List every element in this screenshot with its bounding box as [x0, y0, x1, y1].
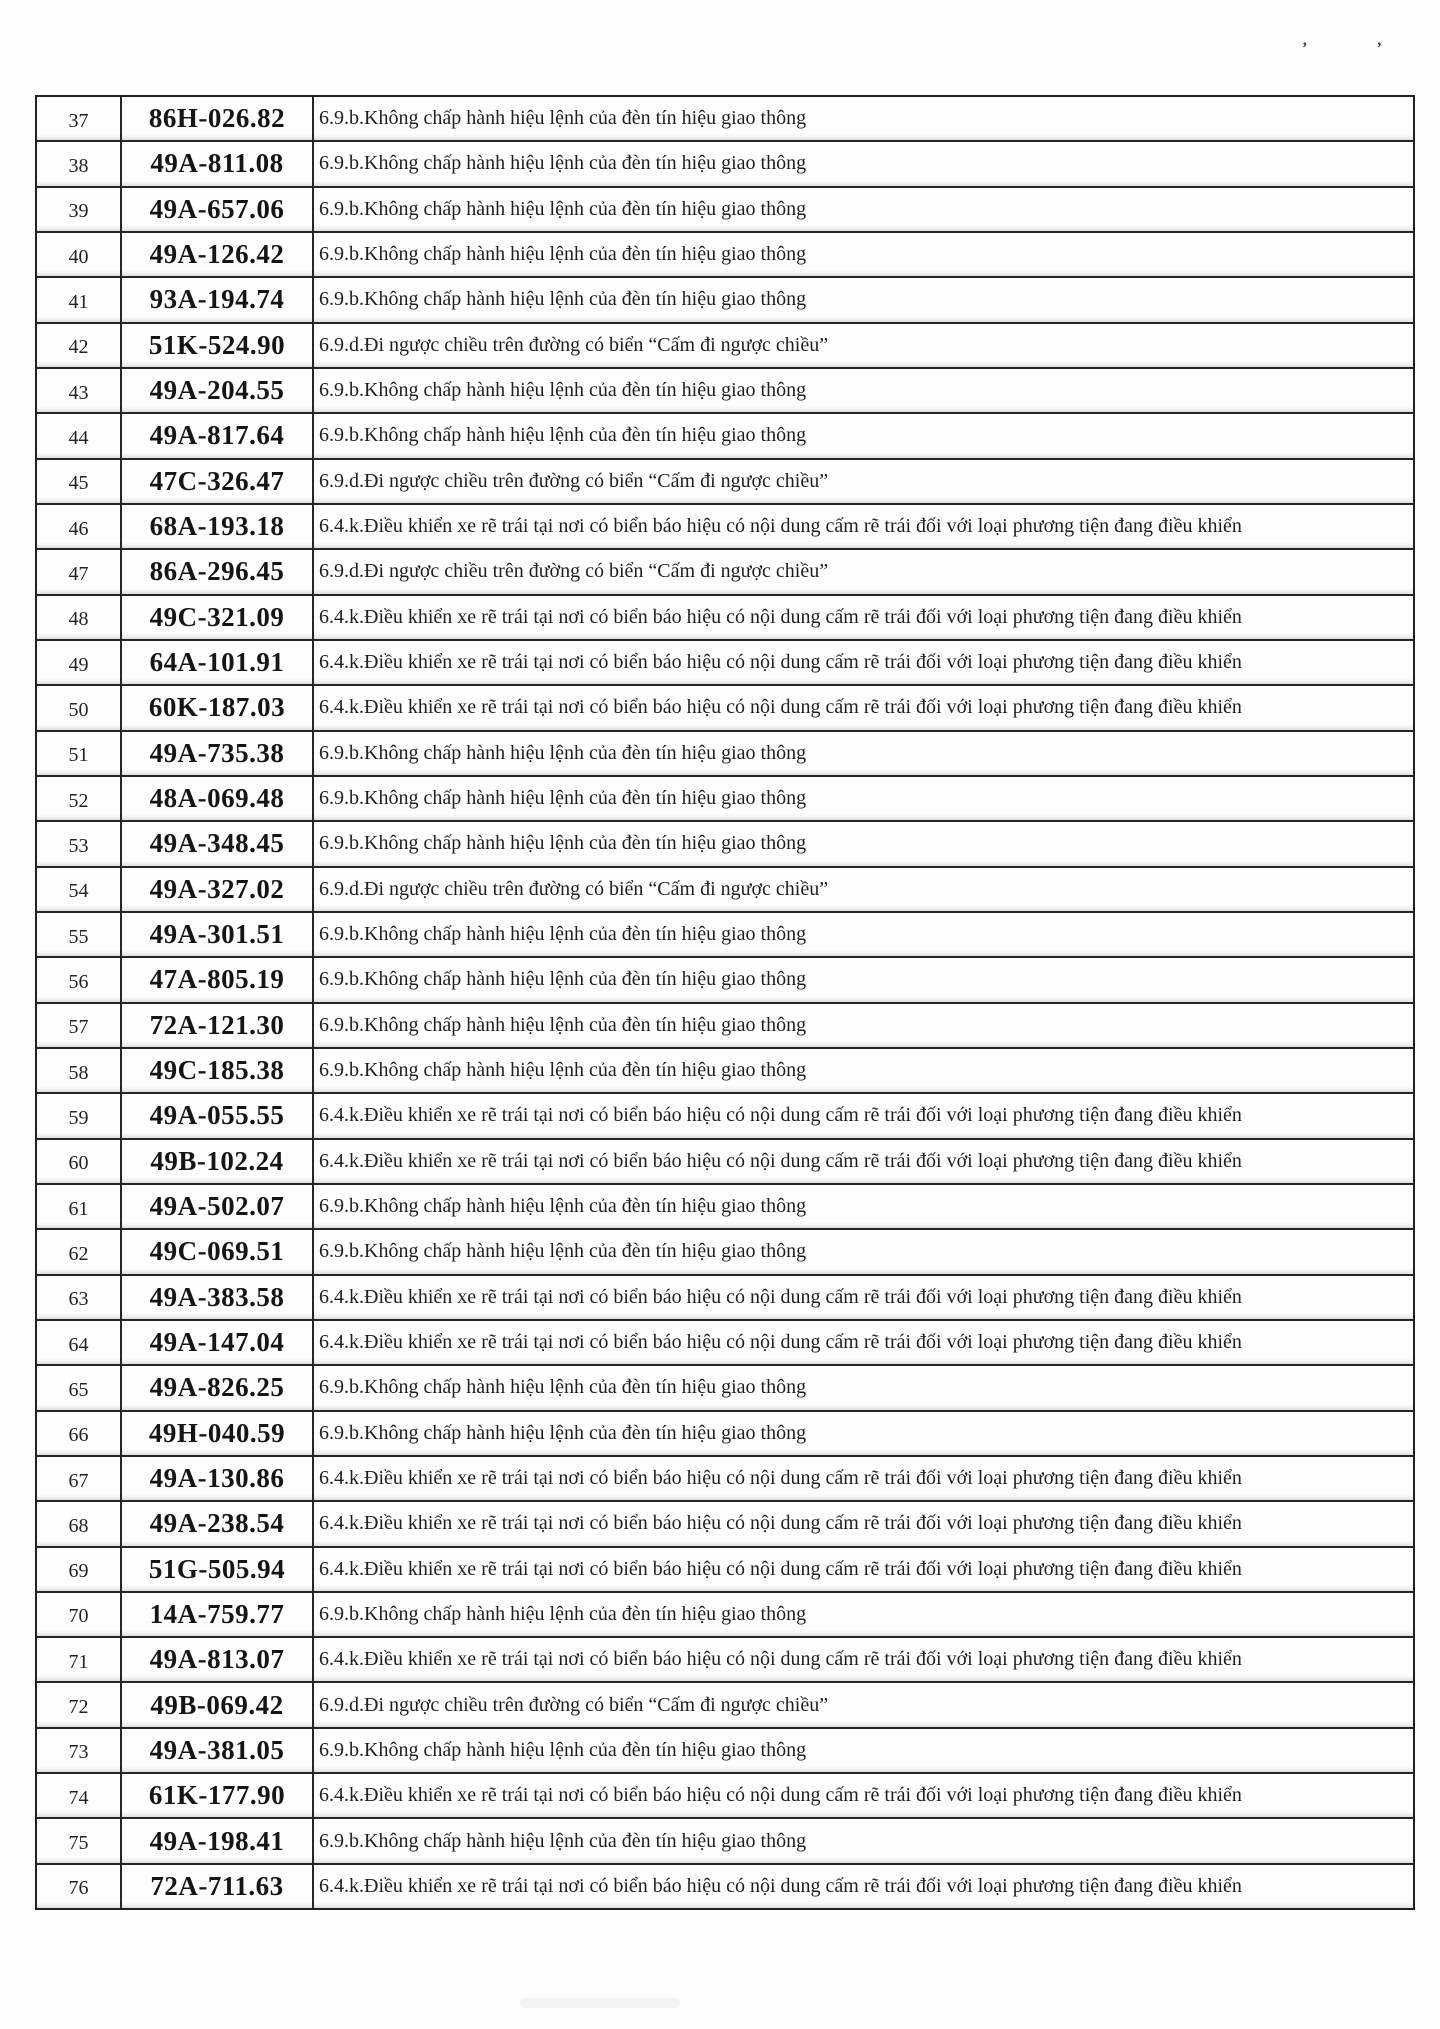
table-row: [37, 1819, 1413, 1864]
violation-text: 6.4.k.Điều khiển xe rẽ trái tại nơi có biển báo hiệu có nội dung cấm rẽ trái đối với loại phương tiện đang điều khiển: [319, 1648, 1242, 1671]
license-plate-cell: [122, 1276, 314, 1319]
violation-cell: [314, 1593, 1413, 1636]
violation-cell: [314, 324, 1413, 367]
license-plate-cell: [122, 1457, 314, 1500]
table-row: [37, 188, 1413, 233]
row-number: 37: [68, 109, 89, 132]
license-plate-cell: [122, 188, 314, 231]
license-plate-cell: [122, 1185, 314, 1228]
row-number-cell: [37, 1004, 122, 1047]
license-plate: 49A-657.06: [149, 193, 285, 224]
row-number: 40: [68, 245, 89, 268]
license-plate-cell: [122, 278, 314, 321]
row-number-cell: [37, 324, 122, 367]
row-number-cell: [37, 1094, 122, 1137]
violation-text: 6.9.d.Đi ngược chiều trên đường có biển “Cấm đi ngược chiều”: [319, 560, 829, 583]
row-number-cell: [37, 1819, 122, 1862]
license-plate-cell: [122, 686, 314, 729]
row-number-cell: [37, 822, 122, 865]
table-row: [37, 1366, 1413, 1411]
violation-text: 6.9.b.Không chấp hành hiệu lệnh của đèn tín hiệu giao thông: [319, 288, 807, 311]
violation-cell: [314, 1683, 1413, 1726]
license-plate-cell: [122, 505, 314, 548]
table-row: [37, 1049, 1413, 1094]
license-plate: 49A-811.08: [150, 148, 284, 179]
violation-cell: [314, 1729, 1413, 1772]
violation-cell: [314, 732, 1413, 775]
license-plate: 51K-524.90: [148, 329, 286, 360]
violation-text: 6.9.d.Đi ngược chiều trên đường có biển “Cấm đi ngược chiều”: [319, 1693, 829, 1716]
license-plate: 49A-327.02: [149, 873, 285, 904]
row-number: 61: [68, 1197, 89, 1220]
violation-cell: [314, 460, 1413, 503]
row-number: 43: [68, 381, 89, 404]
table-row: [37, 1593, 1413, 1638]
violation-cell: [314, 641, 1413, 684]
violation-cell: [314, 1366, 1413, 1409]
license-plate: 49A-348.45: [149, 828, 285, 859]
row-number-cell: [37, 1683, 122, 1726]
row-number-cell: [37, 233, 122, 276]
violation-text: 6.4.k.Điều khiển xe rẽ trái tại nơi có biển báo hiệu có nội dung cấm rẽ trái đối với loại phương tiện đang điều khiển: [319, 1285, 1242, 1308]
table-row: [37, 1230, 1413, 1275]
violation-text: 6.9.b.Không chấp hành hiệu lệnh của đèn tín hiệu giao thông: [319, 424, 807, 447]
license-plate: 64A-101.91: [149, 647, 285, 678]
violation-text: 6.9.b.Không chấp hành hiệu lệnh của đèn tín hiệu giao thông: [319, 1421, 807, 1444]
violation-cell: [314, 596, 1413, 639]
table-row: [37, 1683, 1413, 1728]
violation-cell: [314, 1321, 1413, 1364]
license-plate: 51G-505.94: [148, 1553, 286, 1584]
violation-cell: [314, 1457, 1413, 1500]
table-row: [37, 913, 1413, 958]
license-plate-cell: [122, 1502, 314, 1545]
license-plate: 49A-817.64: [149, 420, 285, 451]
row-number: 45: [68, 472, 89, 495]
violation-cell: [314, 958, 1413, 1001]
violation-cell: [314, 777, 1413, 820]
row-number-cell: [37, 1140, 122, 1183]
license-plate-cell: [122, 97, 314, 140]
license-plate-cell: [122, 414, 314, 457]
row-number: 51: [68, 744, 89, 767]
violation-text: 6.4.k.Điều khiển xe rẽ trái tại nơi có biển báo hiệu có nội dung cấm rẽ trái đối với loại phương tiện đang điều khiển: [319, 515, 1242, 538]
license-plate: 49A-502.07: [149, 1191, 285, 1222]
license-plate: 49A-198.41: [149, 1825, 285, 1856]
violation-cell: [314, 686, 1413, 729]
violation-text: 6.4.k.Điều khiển xe rẽ trái tại nơi có biển báo hiệu có nội dung cấm rẽ trái đối với loại phương tiện đang điều khiển: [319, 1467, 1242, 1489]
row-number-cell: [37, 868, 122, 911]
row-number-cell: [37, 505, 122, 548]
license-plate-cell: [122, 958, 314, 1001]
table-row: [37, 233, 1413, 278]
row-number: 69: [68, 1560, 89, 1583]
license-plate-cell: [122, 1593, 314, 1636]
row-number: 62: [68, 1242, 89, 1265]
row-number: 64: [68, 1333, 89, 1356]
row-number-cell: [37, 1502, 122, 1545]
license-plate-cell: [122, 1094, 314, 1137]
row-number-cell: [37, 1457, 122, 1500]
license-plate: 49B-069.42: [150, 1689, 284, 1720]
row-number-cell: [37, 1366, 122, 1409]
row-number: 71: [68, 1650, 89, 1673]
row-number: 54: [68, 880, 89, 903]
table-row: [37, 1638, 1413, 1683]
table-row: [37, 1502, 1413, 1547]
violation-cell: [314, 369, 1413, 412]
violation-cell: [314, 1004, 1413, 1047]
violation-text: 6.9.b.Không chấp hành hiệu lệnh của đèn tín hiệu giao thông: [319, 152, 807, 175]
license-plate: 48A-069.48: [149, 783, 285, 814]
table-row: [37, 1276, 1413, 1321]
row-number-cell: [37, 777, 122, 820]
license-plate-cell: [122, 1865, 314, 1908]
license-plate: 49A-826.25: [149, 1372, 285, 1403]
license-plate-cell: [122, 1729, 314, 1772]
violation-cell: [314, 188, 1413, 231]
license-plate: 72A-711.63: [150, 1870, 284, 1901]
license-plate-cell: [122, 1321, 314, 1364]
license-plate: 49C-185.38: [149, 1055, 285, 1086]
row-number-cell: [37, 596, 122, 639]
violation-text: 6.9.b.Không chấp hành hiệu lệnh của đèn tín hiệu giao thông: [319, 787, 807, 810]
row-number-cell: [37, 142, 122, 185]
table-row: [37, 1321, 1413, 1366]
license-plate: 49C-069.51: [149, 1236, 285, 1267]
license-plate-cell: [122, 550, 314, 593]
license-plate: 49C-321.09: [149, 601, 285, 632]
row-number-cell: [37, 1230, 122, 1273]
violation-cell: [314, 550, 1413, 593]
license-plate: 93A-194.74: [149, 284, 285, 315]
violation-cell: [314, 1140, 1413, 1183]
row-number-cell: [37, 913, 122, 956]
license-plate: 68A-193.18: [149, 511, 285, 542]
license-plate: 14A-759.77: [149, 1598, 285, 1629]
violation-text: 6.4.k.Điều khiển xe rẽ trái tại nơi có biển báo hiệu có nội dung cấm rẽ trái đối với loại phương tiện đang điều khiển: [319, 1331, 1242, 1354]
table-row: [37, 1729, 1413, 1774]
row-number-cell: [37, 369, 122, 412]
violation-text: 6.4.k.Điều khiển xe rẽ trái tại nơi có biển báo hiệu có nội dung cấm rẽ trái đối với loại phương tiện đang điều khiển: [319, 605, 1242, 628]
violation-cell: [314, 278, 1413, 321]
license-plate-cell: [122, 732, 314, 775]
license-plate: 49A-126.42: [149, 239, 285, 270]
row-number: 70: [68, 1605, 89, 1628]
row-number-cell: [37, 1774, 122, 1817]
license-plate-cell: [122, 142, 314, 185]
violation-cell: [314, 868, 1413, 911]
table-row: [37, 1094, 1413, 1139]
violation-cell: [314, 1865, 1413, 1908]
violation-text: 6.9.b.Không chấp hành hiệu lệnh của đèn tín hiệu giao thông: [319, 243, 807, 266]
scan-mark-right: ’: [1376, 40, 1382, 57]
table-row: [37, 1865, 1413, 1908]
table-row: [37, 596, 1413, 641]
license-plate-cell: [122, 1004, 314, 1047]
license-plate: 47C-326.47: [149, 465, 285, 496]
violation-text: 6.9.b.Không chấp hành hiệu lệnh của đèn tín hiệu giao thông: [319, 1195, 807, 1218]
table-row: [37, 777, 1413, 822]
violation-text: 6.9.b.Không chấp hành hiệu lệnh của đèn tín hiệu giao thông: [319, 1240, 807, 1263]
license-plate: 60K-187.03: [148, 692, 286, 723]
license-plate: 61K-177.90: [148, 1780, 286, 1811]
license-plate-cell: [122, 233, 314, 276]
row-number-cell: [37, 1593, 122, 1636]
row-number: 57: [68, 1016, 89, 1039]
row-number: 47: [68, 562, 89, 585]
table-row: [37, 868, 1413, 913]
row-number-cell: [37, 958, 122, 1001]
license-plate-cell: [122, 641, 314, 684]
table-row: [37, 1140, 1413, 1185]
violation-text: 6.9.b.Không chấp hành hiệu lệnh của đèn tín hiệu giao thông: [319, 1013, 807, 1036]
row-number: 50: [68, 698, 89, 721]
scan-mark-left: ’: [1302, 40, 1308, 57]
row-number: 76: [68, 1877, 89, 1900]
violation-text: 6.9.b.Không chấp hành hiệu lệnh của đèn tín hiệu giao thông: [319, 1602, 807, 1625]
table-row: [37, 1548, 1413, 1593]
row-number-cell: [37, 97, 122, 140]
scan-noise-smudge: [520, 1998, 680, 2008]
violation-cell: [314, 414, 1413, 457]
table-row: [37, 460, 1413, 505]
license-plate-cell: [122, 1140, 314, 1183]
violation-text: 6.9.b.Không chấp hành hiệu lệnh của đèn tín hiệu giao thông: [319, 1738, 807, 1761]
violation-text: 6.4.k.Điều khiển xe rẽ trái tại nơi có biển báo hiệu có nội dung cấm rẽ trái đối với loại phương tiện đang điều khiển: [319, 1149, 1242, 1172]
violation-cell: [314, 1094, 1413, 1137]
license-plate-cell: [122, 1366, 314, 1409]
violation-text: 6.9.b.Không chấp hành hiệu lệnh của đèn tín hiệu giao thông: [319, 107, 807, 130]
violation-text: 6.9.b.Không chấp hành hiệu lệnh của đèn tín hiệu giao thông: [319, 923, 807, 946]
violation-cell: [314, 822, 1413, 865]
violation-text: 6.4.k.Điều khiển xe rẽ trái tại nơi có biển báo hiệu có nội dung cấm rẽ trái đối với loại phương tiện đang điều khiển: [319, 1512, 1242, 1535]
row-number-cell: [37, 686, 122, 729]
row-number: 39: [68, 200, 89, 223]
license-plate: 49A-055.55: [149, 1100, 285, 1131]
violation-text: 6.9.b.Không chấp hành hiệu lệnh của đèn tín hiệu giao thông: [319, 1376, 807, 1399]
violation-cell: [314, 1230, 1413, 1273]
violation-cell: [314, 505, 1413, 548]
row-number: 72: [68, 1696, 89, 1719]
row-number: 53: [68, 834, 89, 857]
license-plate-cell: [122, 596, 314, 639]
violation-cell: [314, 1819, 1413, 1862]
scan-artifact-marks: [1302, 40, 1382, 58]
license-plate: 49A-735.38: [149, 737, 285, 768]
row-number: 59: [68, 1106, 89, 1129]
row-number: 46: [68, 517, 89, 540]
violation-text: 6.9.d.Đi ngược chiều trên đường có biển “Cấm đi ngược chiều”: [319, 877, 829, 900]
row-number: 73: [68, 1741, 89, 1764]
table-row: [37, 414, 1413, 459]
row-number-cell: [37, 550, 122, 593]
table-row: [37, 1774, 1413, 1819]
violation-text: 6.4.k.Điều khiển xe rẽ trái tại nơi có biển báo hiệu có nội dung cấm rẽ trái đối với loại phương tiện đang điều khiển: [319, 1104, 1242, 1127]
row-number-cell: [37, 1548, 122, 1591]
violation-text: 6.9.d.Đi ngược chiều trên đường có biển “Cấm đi ngược chiều”: [319, 469, 829, 492]
violation-cell: [314, 913, 1413, 956]
violation-text: 6.9.b.Không chấp hành hiệu lệnh của đèn tín hiệu giao thông: [319, 741, 807, 764]
license-plate-cell: [122, 1548, 314, 1591]
row-number-cell: [37, 1412, 122, 1455]
table-row: [37, 958, 1413, 1003]
violation-text: 6.9.b.Không chấp hành hiệu lệnh của đèn tín hiệu giao thông: [319, 832, 807, 855]
license-plate-cell: [122, 460, 314, 503]
license-plate: 49A-381.05: [149, 1734, 285, 1765]
license-plate-cell: [122, 1819, 314, 1862]
violation-table: [35, 95, 1415, 1910]
license-plate-cell: [122, 1049, 314, 1092]
row-number-cell: [37, 1865, 122, 1908]
license-plate-cell: [122, 868, 314, 911]
license-plate-cell: [122, 1638, 314, 1681]
row-number: 58: [68, 1061, 89, 1084]
row-number-cell: [37, 460, 122, 503]
license-plate: 49A-204.55: [149, 375, 285, 406]
violation-cell: [314, 233, 1413, 276]
license-plate-cell: [122, 777, 314, 820]
row-number: 48: [68, 608, 89, 631]
license-plate-cell: [122, 1412, 314, 1455]
license-plate: 49A-383.58: [149, 1281, 285, 1312]
row-number: 65: [68, 1378, 89, 1401]
license-plate-cell: [122, 324, 314, 367]
table-row: [37, 1185, 1413, 1230]
violation-cell: [314, 1638, 1413, 1681]
license-plate: 49A-301.51: [149, 919, 285, 950]
violation-cell: [314, 1412, 1413, 1455]
violation-text: 6.9.b.Không chấp hành hiệu lệnh của đèn tín hiệu giao thông: [319, 1829, 807, 1852]
license-plate: 49B-102.24: [150, 1145, 284, 1176]
license-plate: 49A-130.86: [149, 1463, 285, 1493]
violation-text: 6.9.b.Không chấp hành hiệu lệnh của đèn tín hiệu giao thông: [319, 1059, 807, 1082]
row-number-cell: [37, 641, 122, 684]
row-number-cell: [37, 1729, 122, 1772]
row-number-cell: [37, 188, 122, 231]
license-plate: 72A-121.30: [149, 1009, 285, 1040]
row-number-cell: [37, 1638, 122, 1681]
violation-cell: [314, 1185, 1413, 1228]
row-number-cell: [37, 1321, 122, 1364]
license-plate: 86H-026.82: [148, 103, 286, 134]
row-number: 75: [68, 1832, 89, 1855]
row-number: 66: [68, 1424, 89, 1447]
table-row: [37, 324, 1413, 369]
table-row: [37, 1457, 1413, 1502]
row-number-cell: [37, 414, 122, 457]
license-plate-cell: [122, 913, 314, 956]
row-number: 55: [68, 925, 89, 948]
license-plate: 49H-040.59: [148, 1417, 286, 1448]
violation-text: 6.4.k.Điều khiển xe rẽ trái tại nơi có biển báo hiệu có nội dung cấm rẽ trái đối với loại phương tiện đang điều khiển: [319, 1874, 1242, 1897]
license-plate: 49A-238.54: [149, 1508, 285, 1539]
row-number: 67: [68, 1469, 89, 1492]
table-row: [37, 732, 1413, 777]
license-plate-cell: [122, 1230, 314, 1273]
table-row: [37, 686, 1413, 731]
table-row: [37, 278, 1413, 323]
violation-text: 6.4.k.Điều khiển xe rẽ trái tại nơi có biển báo hiệu có nội dung cấm rẽ trái đối với loại phương tiện đang điều khiển: [319, 1784, 1242, 1807]
row-number: 63: [68, 1288, 89, 1311]
row-number: 42: [68, 336, 89, 359]
violation-text: 6.4.k.Điều khiển xe rẽ trái tại nơi có biển báo hiệu có nội dung cấm rẽ trái đối với loại phương tiện đang điều khiển: [319, 651, 1242, 674]
license-plate-cell: [122, 1683, 314, 1726]
violation-cell: [314, 142, 1413, 185]
license-plate-cell: [122, 1774, 314, 1817]
row-number: 68: [68, 1514, 89, 1537]
table-row: [37, 1412, 1413, 1457]
license-plate-cell: [122, 369, 314, 412]
row-number: 49: [68, 653, 89, 676]
table-row: [37, 142, 1413, 187]
table-row: [37, 1004, 1413, 1049]
violation-text: 6.9.b.Không chấp hành hiệu lệnh của đèn tín hiệu giao thông: [319, 379, 807, 402]
row-number: 38: [68, 154, 89, 177]
license-plate: 47A-805.19: [149, 964, 285, 995]
row-number: 52: [68, 789, 89, 812]
violation-text: 6.9.b.Không chấp hành hiệu lệnh của đèn tín hiệu giao thông: [319, 197, 807, 220]
violation-cell: [314, 1276, 1413, 1319]
violation-cell: [314, 1774, 1413, 1817]
table-row: [37, 97, 1413, 142]
table-row: [37, 822, 1413, 867]
row-number: 74: [68, 1786, 89, 1809]
row-number: 60: [68, 1152, 89, 1175]
row-number-cell: [37, 1276, 122, 1319]
violation-text: 6.9.b.Không chấp hành hiệu lệnh của đèn tín hiệu giao thông: [319, 968, 807, 991]
license-plate: 49A-147.04: [149, 1327, 285, 1358]
row-number-cell: [37, 1049, 122, 1092]
row-number: 41: [68, 290, 89, 313]
table-row: [37, 550, 1413, 595]
violation-cell: [314, 1049, 1413, 1092]
row-number: 44: [68, 426, 89, 449]
license-plate: 49A-813.07: [149, 1644, 285, 1675]
violation-cell: [314, 1502, 1413, 1545]
license-plate: 86A-296.45: [149, 556, 285, 587]
row-number-cell: [37, 732, 122, 775]
row-number-cell: [37, 1185, 122, 1228]
license-plate-cell: [122, 822, 314, 865]
violation-text: 6.4.k.Điều khiển xe rẽ trái tại nơi có biển báo hiệu có nội dung cấm rẽ trái đối với loại phương tiện đang điều khiển: [319, 696, 1242, 719]
table-row: [37, 369, 1413, 414]
row-number-cell: [37, 278, 122, 321]
violation-cell: [314, 1548, 1413, 1591]
table-row: [37, 505, 1413, 550]
table-row: [37, 641, 1413, 686]
row-number: 56: [68, 970, 89, 993]
violation-text: 6.9.d.Đi ngược chiều trên đường có biển “Cấm đi ngược chiều”: [319, 333, 829, 356]
violation-cell: [314, 97, 1413, 140]
violation-text: 6.4.k.Điều khiển xe rẽ trái tại nơi có biển báo hiệu có nội dung cấm rẽ trái đối với loại phương tiện đang điều khiển: [319, 1557, 1242, 1580]
